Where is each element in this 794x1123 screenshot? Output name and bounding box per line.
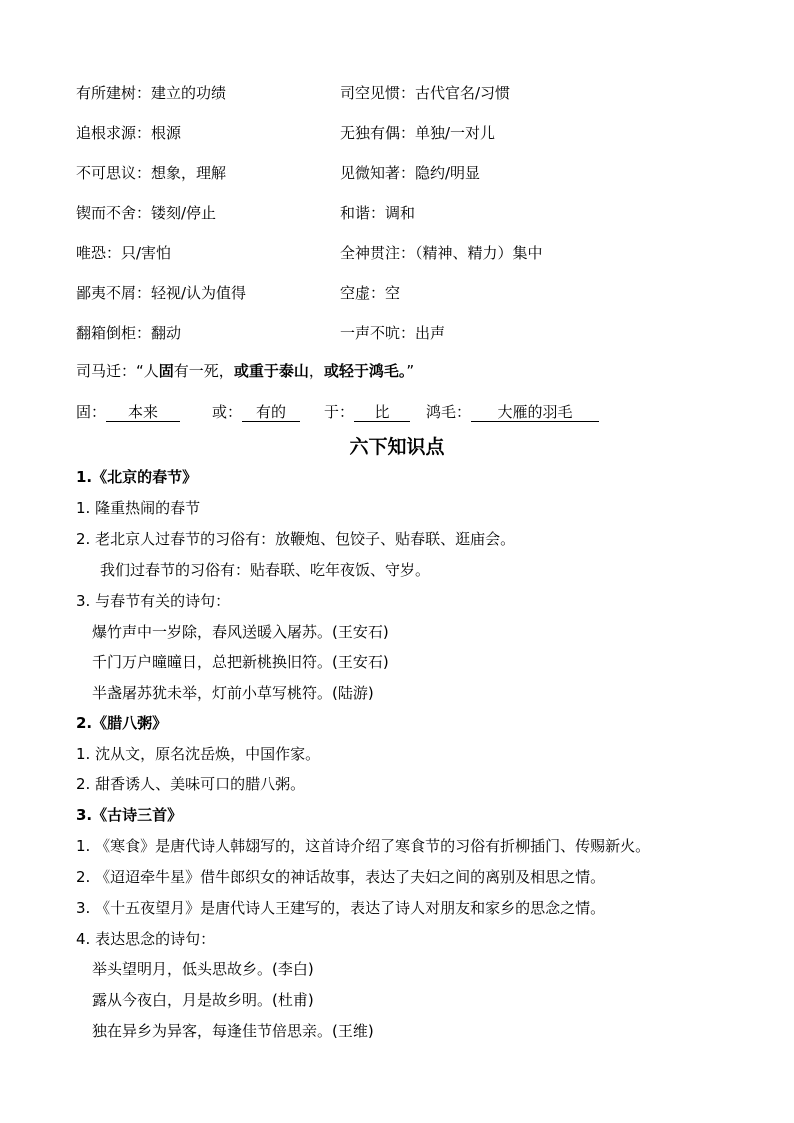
quote-line [76,360,414,382]
quote-bold-2: 或重于泰山 [233,362,309,380]
idiom-left: 翻箱倒柜：翻动 [76,324,182,342]
list-item: 1. 隆重热闹的春节 [76,499,201,517]
idiom-row [76,162,736,184]
idiom-left: 锲而不舍：镂刻/停止 [76,204,217,222]
idiom-row [76,322,736,344]
fill-answer: 大雁的羽毛 [471,403,599,422]
section-heading: 1.《北京的春节》 [76,468,198,486]
section-heading: 2.《腊八粥》 [76,714,168,732]
poem-line: 千门万户曈曈日，总把新桃换旧符。(王安石) [92,653,389,671]
idiom-right: 一声不吭：出声 [340,324,446,342]
idiom-row [76,82,736,104]
quote-suffix: ” [406,362,415,380]
poem-line: 爆竹声中一岁除，春风送暖入屠苏。(王安石) [92,623,389,641]
list-item: 4. 表达思念的诗句： [76,930,216,948]
fill-label: 鸿毛： [426,403,472,421]
idiom-right: 和谐：调和 [340,204,416,222]
list-item: 我们过春节的习俗有：贴春联、吃年夜饭、守岁。 [100,561,431,579]
idiom-right: 空虚：空 [340,284,401,302]
page-title: 六下知识点 [349,436,445,458]
quote-text-1: 有一死， [173,362,234,380]
poem-line: 独在异乡为异客，每逢佳节倍思亲。(王维) [92,1022,374,1040]
fill-answer: 有的 [242,403,300,422]
list-item: 3. 与春节有关的诗句： [76,592,231,610]
fill-label: 或： [212,403,243,421]
list-item: 2. 老北京人过春节的习俗有：放鞭炮、包饺子、贴春联、逛庙会。 [76,530,516,548]
idiom-row [76,202,736,224]
idiom-row [76,242,736,264]
list-item: 2. 甜香诱人、美味可口的腊八粥。 [76,775,306,793]
idiom-right: 司空见惯：古代官名/习惯 [340,84,511,102]
poem-line: 举头望明月，低头思故乡。(李白) [92,960,314,978]
idiom-right: 无独有偶：单独/一对儿 [340,124,496,142]
idiom-right: 全神贯注：（精神、精力）集中 [340,244,543,262]
idiom-left: 不可思议：想象，理解 [76,164,227,182]
list-item: 1. 《寒食》是唐代诗人韩翃写的，这首诗介绍了寒食节的习俗有折柳插门、传赐新火。 [76,837,651,855]
fill-blank-row [76,401,599,422]
poem-line: 半盏屠苏犹未举，灯前小草写桃符。(陆游) [92,684,374,702]
idiom-right: 见微知著：隐约/明显 [340,164,481,182]
idiom-left: 唯恐：只/害怕 [76,244,172,262]
quote-prefix: 司马迁：“人 [76,362,159,380]
quote-text-2: ， [308,362,324,380]
poem-line: 露从今夜白，月是故乡明。(杜甫) [92,991,314,1009]
idiom-row [76,282,736,304]
fill-answer: 比 [354,403,410,422]
quote-bold-1: 固 [158,362,174,380]
fill-label: 固： [76,403,107,421]
fill-label: 于： [324,403,355,421]
list-item: 1. 沈从文，原名沈岳焕，中国作家。 [76,745,321,763]
list-item: 2. 《迢迢牵牛星》借牛郎织女的神话故事，表达了夫妇之间的离别及相思之情。 [76,868,606,886]
idiom-left: 鄙夷不屑：轻视/认为值得 [76,284,247,302]
idiom-row [76,122,736,144]
fill-answer: 本来 [106,403,180,422]
quote-bold-3: 或轻于鸿毛。 [323,362,407,380]
idiom-left: 追根求源：根源 [76,124,182,142]
idiom-left: 有所建树：建立的功绩 [76,84,227,102]
list-item: 3. 《十五夜望月》是唐代诗人王建写的，表达了诗人对朋友和家乡的思念之情。 [76,899,606,917]
section-heading: 3.《古诗三首》 [76,806,183,824]
